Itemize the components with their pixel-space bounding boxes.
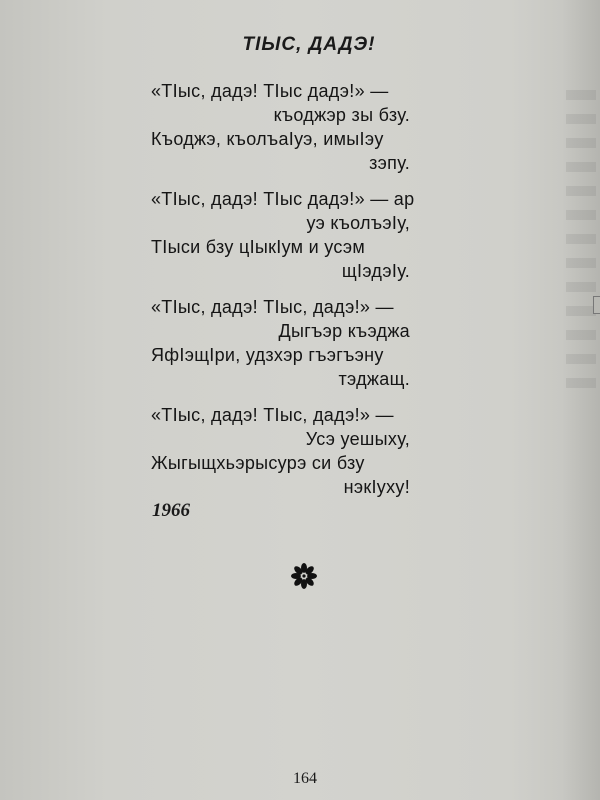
page-number: 164	[293, 770, 317, 787]
poem-title: ТIЫС, ДАДЭ!	[242, 34, 376, 55]
poem-line: щIэдэIу.	[341, 261, 410, 281]
poem-line: Усэ уешыху,	[305, 429, 410, 449]
poem-line: Жыгыщхьэрысурэ си бзу	[151, 453, 365, 473]
poem-line: тэджащ.	[338, 369, 410, 389]
poem-line: «ТIыс, дадэ! ТIыс, дадэ!» —	[151, 405, 394, 425]
poem-line: «ТIыс, дадэ! ТIыс дадэ!» —	[151, 81, 389, 101]
poem-line: ТIыси бзу цIыкIум и усэм	[151, 237, 366, 257]
poem-line: зэпу.	[369, 153, 410, 173]
poem-line: «ТIыс, дадэ! ТIыс дадэ!» — ар	[151, 189, 415, 209]
poem-date: 1966	[152, 500, 190, 521]
poem-line: «ТIыс, дадэ! ТIыс, дадэ!» —	[151, 297, 394, 317]
poem-line: Дыгъэр къэджа	[278, 321, 410, 341]
poem-line: уэ къолъэIу,	[306, 213, 410, 233]
poem-line: ЯфIэщIри, удзхэр гъэгъэну	[151, 345, 384, 365]
poem-line: нэкIуху!	[343, 477, 410, 497]
poem-line: Къоджэ, къолъаIуэ, имыIэу	[151, 129, 384, 149]
show-through-text	[566, 90, 596, 390]
poem-line: къоджэр зы бзу.	[273, 105, 410, 125]
page-edge-mark	[593, 296, 600, 314]
flower-ornament-icon	[290, 562, 318, 590]
